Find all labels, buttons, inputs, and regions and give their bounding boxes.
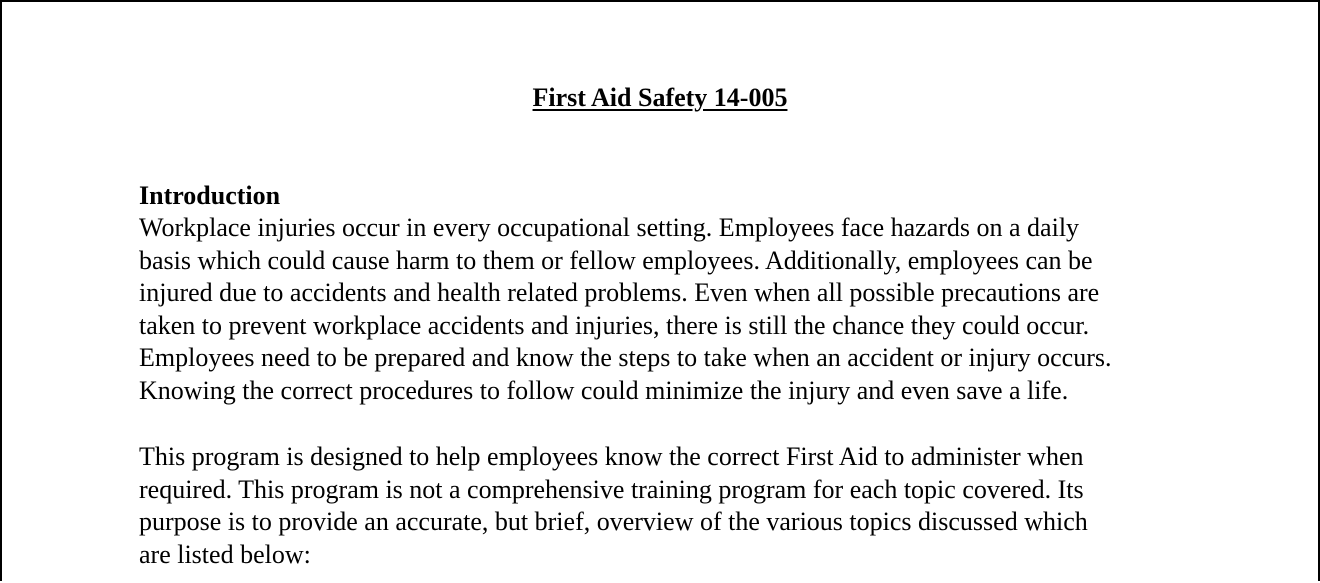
paragraph-line: Workplace injuries occur in every occupational setting. Employees face hazards on a daily [139,213,1080,242]
paragraph-line: are listed below: [139,539,311,569]
program-paragraph [139,441,1239,571]
paragraph-line: Employees need to be prepared and know the steps to take when an accident or injury occurs. [139,343,1112,373]
section-heading-introduction: Introduction [139,181,281,210]
paragraph-line: Knowing the correct procedures to follow could minimize the injury and even save a life. [139,375,1069,405]
intro-paragraph [139,212,1239,408]
paragraph-line: This program is designed to help employees know the correct First Aid to administer when [139,442,1084,471]
paragraph-line: injured due to accidents and health related problems. Even when all possible precautions are [139,278,1100,308]
paragraph-line: required. This program is not a comprehensive training program for each topic covered. Its [139,474,1084,504]
paragraph-line: purpose is to provide an accurate, but brief, overview of the various topics discussed which [139,507,1088,537]
document-title: First Aid Safety 14-005 [532,83,788,112]
paragraph-line: taken to prevent workplace accidents and injuries, there is still the chance they could occur. [139,310,1090,340]
paragraph-line: basis which could cause harm to them or fellow employees. Additionally, employees can be [139,245,1093,275]
